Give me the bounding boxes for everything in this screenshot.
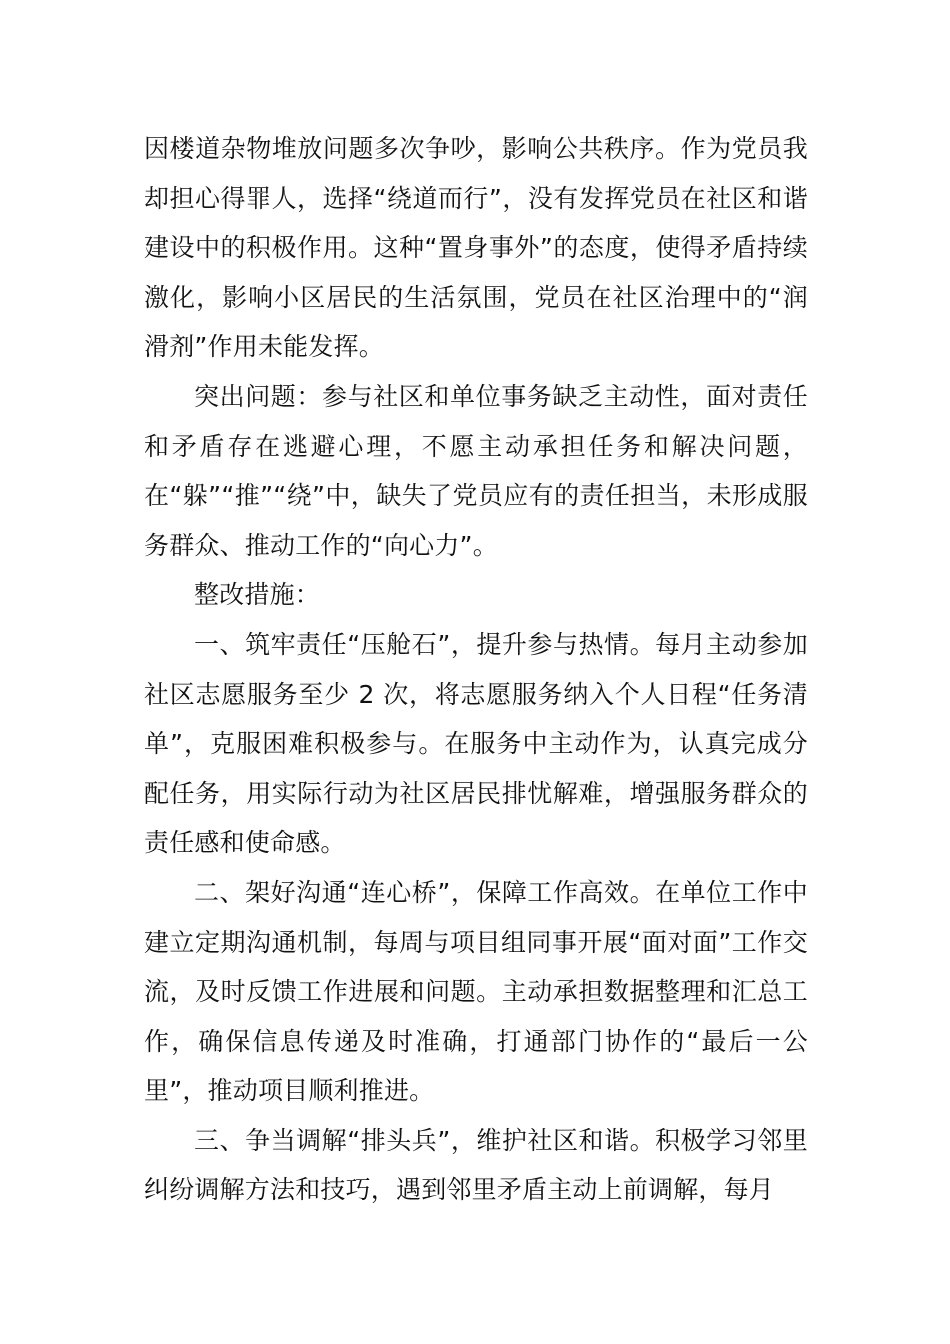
paragraph-measure-three: 三、争当调解“排头兵”，维护社区和谐。积极学习邻里纠纷调解方法和技巧，遇到邻里矛盾主动上前调解，每月 bbox=[144, 1125, 808, 1205]
paragraph-measure-one: 一、筑牢责任“压舱石”，提升参与热情。每月主动参加社区志愿服务至少 2 次，将志愿服务纳入个人日程“任务清单”，克服困难积极参与。在服务中主动作为，认真完成分配任务，用实际行动为社区居民排忧解难，增强服务群众的责任感和使命感。 bbox=[144, 629, 808, 858]
paragraph-measure-two: 二、架好沟通“连心桥”，保障工作高效。在单位工作中建立定期沟通机制，每周与项目组同事开展“面对面”工作交流，及时反馈工作进展和问题。主动承担数据整理和汇总工作，确保信息传递及时准确，打通部门协作的“最后一公里”，推动项目顺利推进。 bbox=[144, 877, 808, 1106]
document-body bbox=[144, 124, 808, 1215]
paragraph-rectification-heading: 整改措施： bbox=[194, 580, 321, 610]
paragraph-prominent-issue: 突出问题：参与社区和单位事务缺乏主动性，面对责任和矛盾存在逃避心理，不愿主动承担任务和解决问题，在“躲”“推”“绕”中，缺失了党员应有的责任担当，未形成服务群众、推动工作的“向心力”。 bbox=[144, 381, 808, 560]
paragraph-continuation: 因楼道杂物堆放问题多次争吵，影响公共秩序。作为党员我却担心得罪人，选择“绕道而行”，没有发挥党员在社区和谐建设中的积极作用。这种“置身事外”的态度，使得矛盾持续激化，影响小区居民的生活氛围，党员在社区治理中的“润滑剂”作用未能发挥。 bbox=[144, 134, 808, 362]
